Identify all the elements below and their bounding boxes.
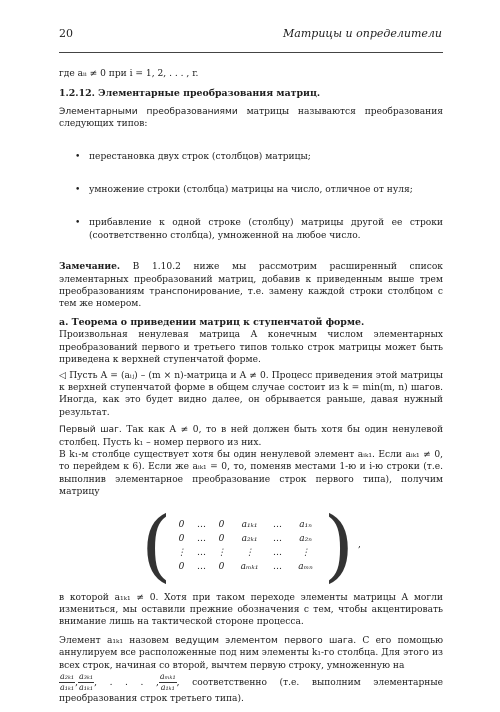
matrix-cell: … [273, 547, 283, 558]
left-paren: ( [141, 500, 172, 591]
bullet-icon: • [75, 185, 81, 196]
matrix-cell: ⋮ [301, 547, 311, 558]
list-item [59, 184, 443, 196]
section-heading [59, 88, 443, 100]
matrix-cell: … [197, 547, 207, 558]
fraction-numerator: aₘₖ₁ [159, 672, 176, 681]
page-number: 20 [59, 27, 73, 40]
theorem-statement: Произвольная ненулевая матрица A конечным числом элементарных преобразований первого и третьего типов только строк матрицы может быть приведена к верхней ступенчатой форме. [59, 330, 443, 366]
list-item-text: умножение строки (столбца) матрицы на число, отличное от нуля; [89, 185, 413, 196]
matrix-cell: a₂ₙ [299, 533, 312, 544]
matrix-cell: a₂ₖ₁ [241, 533, 258, 544]
transform-list [59, 151, 443, 243]
page-content [59, 68, 443, 705]
matrix-cell: 0 [218, 533, 225, 544]
section-title: Элементарные преобразования матриц. [98, 88, 321, 100]
remark-text-b: , т.е. замену каждой строки столбцом с тем же номером. [59, 287, 443, 310]
leading-text-a: Элемент a₁ₖ₁ назовем [59, 635, 176, 646]
matrix-cell: aₘₖ₁ [240, 561, 259, 572]
bullet-icon: • [75, 218, 81, 229]
leading-element-paragraph [59, 635, 443, 706]
list-item-text: прибавление к одной строке (столбцу) матрицы другой ее строки (соответственно столбца), умноженной на любое число. [89, 218, 443, 241]
first-step-paragraph [59, 424, 443, 449]
matrix-cell: … [197, 533, 207, 544]
fraction-numerator: a₃ₖ₁ [79, 672, 94, 681]
matrix-cell: … [273, 533, 283, 544]
list-item [59, 151, 443, 163]
matrix-cell: 0 [178, 519, 185, 530]
matrix-cell: … [273, 519, 283, 530]
fraction [159, 672, 177, 693]
first-step-text: Так как A ≠ 0, то в ней должен быть хотя бы один ненулевой столбец. Пусть k₁ – номер первого из них. [59, 425, 443, 448]
fraction-denominator: a₁ₖ₁ [79, 683, 94, 692]
remark-label: Замечание. [59, 261, 121, 273]
matrix-cell: … [197, 519, 207, 530]
matrix-cell: ⋮ [217, 547, 227, 558]
matrix-cell: a₁ₖ₁ [241, 519, 258, 530]
matrix-cell: … [197, 561, 207, 572]
after-matrix-paragraph: в которой a₁ₖ₁ ≠ 0. Хотя при таком переходе элементы матрицы A могли измениться, мы оставили прежние обозначения с тем, чтобы акцентировать внимание лишь на тактической стороне процесса. [59, 592, 443, 628]
matrix-cell: 0 [178, 533, 185, 544]
leading-term: ведущим элементом первого шага [175, 635, 354, 646]
running-header [0, 28, 500, 44]
fraction [59, 672, 75, 693]
fraction-separator: , [75, 678, 79, 688]
fraction-separator: , . . . , [94, 678, 159, 688]
right-paren: ) [323, 500, 354, 591]
fraction-numerator: a₂ₖ₁ [60, 672, 75, 681]
fraction [78, 672, 94, 693]
header-rule [59, 52, 443, 53]
first-step-continuation: В k₁-м столбце существует хотя бы один ненулевой элемент aᵢₖ₁. Если aᵢₖ₁ ≠ 0, то перейдем к 6). Если же aᵢₖ₁ = 0, то, поменяв местами 1-ю и i-ю строки (т.е. выполнив элементарное преобразование строк первого типа), получим матрицу [59, 449, 443, 498]
fraction-denominator: a₁ₖ₁ [160, 683, 175, 692]
remark-text-a: В 1.10.2 ниже мы рассмотрим расширенный список элементарных преобразований матриц, добавив к приведенным выше трем преобразованиям [59, 262, 443, 298]
definition-paragraph [59, 106, 443, 131]
matrix-cell: aₘₙ [298, 561, 313, 572]
intro-line: где aᵢᵢ ≠ 0 при i = 1, 2, . . . , r. [59, 69, 199, 79]
matrix-cell: 0 [218, 519, 225, 530]
definition-term: Элементарными преобразованиями [59, 106, 238, 117]
matrix-cell: 0 [218, 561, 225, 572]
remark-term: транспонирование [149, 287, 240, 298]
matrix-grid [172, 519, 324, 573]
section-number: 1.2.12. [59, 88, 95, 100]
list-item [59, 217, 443, 242]
matrix-cell: 0 [178, 561, 185, 572]
bullet-icon: • [75, 151, 81, 162]
fraction-denominator: a₁ₖ₁ [60, 683, 75, 692]
leading-text-b: . С его помощью аннулируем все расположенные под ним элементы k₁-го столбца. Для этого из всех строк, начиная со второй, вычтем первую строку, умноженную на [59, 635, 443, 671]
matrix-cell: … [273, 561, 283, 572]
theorem-heading: а. Теорема о приведении матриц к ступенчатой форме. [59, 316, 365, 328]
remark-paragraph [59, 261, 443, 311]
matrix-cell: ⋮ [177, 547, 187, 558]
proof-paragraph: ◁ Пусть A = (aᵢⱼ) – (m × n)-матрица и A ≠ 0. Процесс приведения этой матрицы к верхней ступенчатой форме в общем случае состоит из k = min(m, n) шагов. Иногда, как это будет видно далее, он обрывается раньше, давая нужный результат. [59, 370, 443, 418]
list-item-text: перестановка двух строк (столбцов) матрицы; [89, 151, 311, 162]
matrix-trailing-comma: , [357, 540, 361, 551]
running-title: Матрицы и определители [283, 27, 442, 40]
matrix [59, 500, 443, 591]
matrix-cell: ⋮ [245, 547, 255, 558]
definition-text: матрицы называются преобразования следующих типов: [59, 106, 443, 130]
leading-text-c: , соответственно (т.е. выполним элементарные преобразования строк третьего типа). [59, 678, 443, 704]
matrix-cell: a₁ₙ [299, 519, 312, 530]
first-step-label: Первый шаг. [59, 425, 122, 436]
